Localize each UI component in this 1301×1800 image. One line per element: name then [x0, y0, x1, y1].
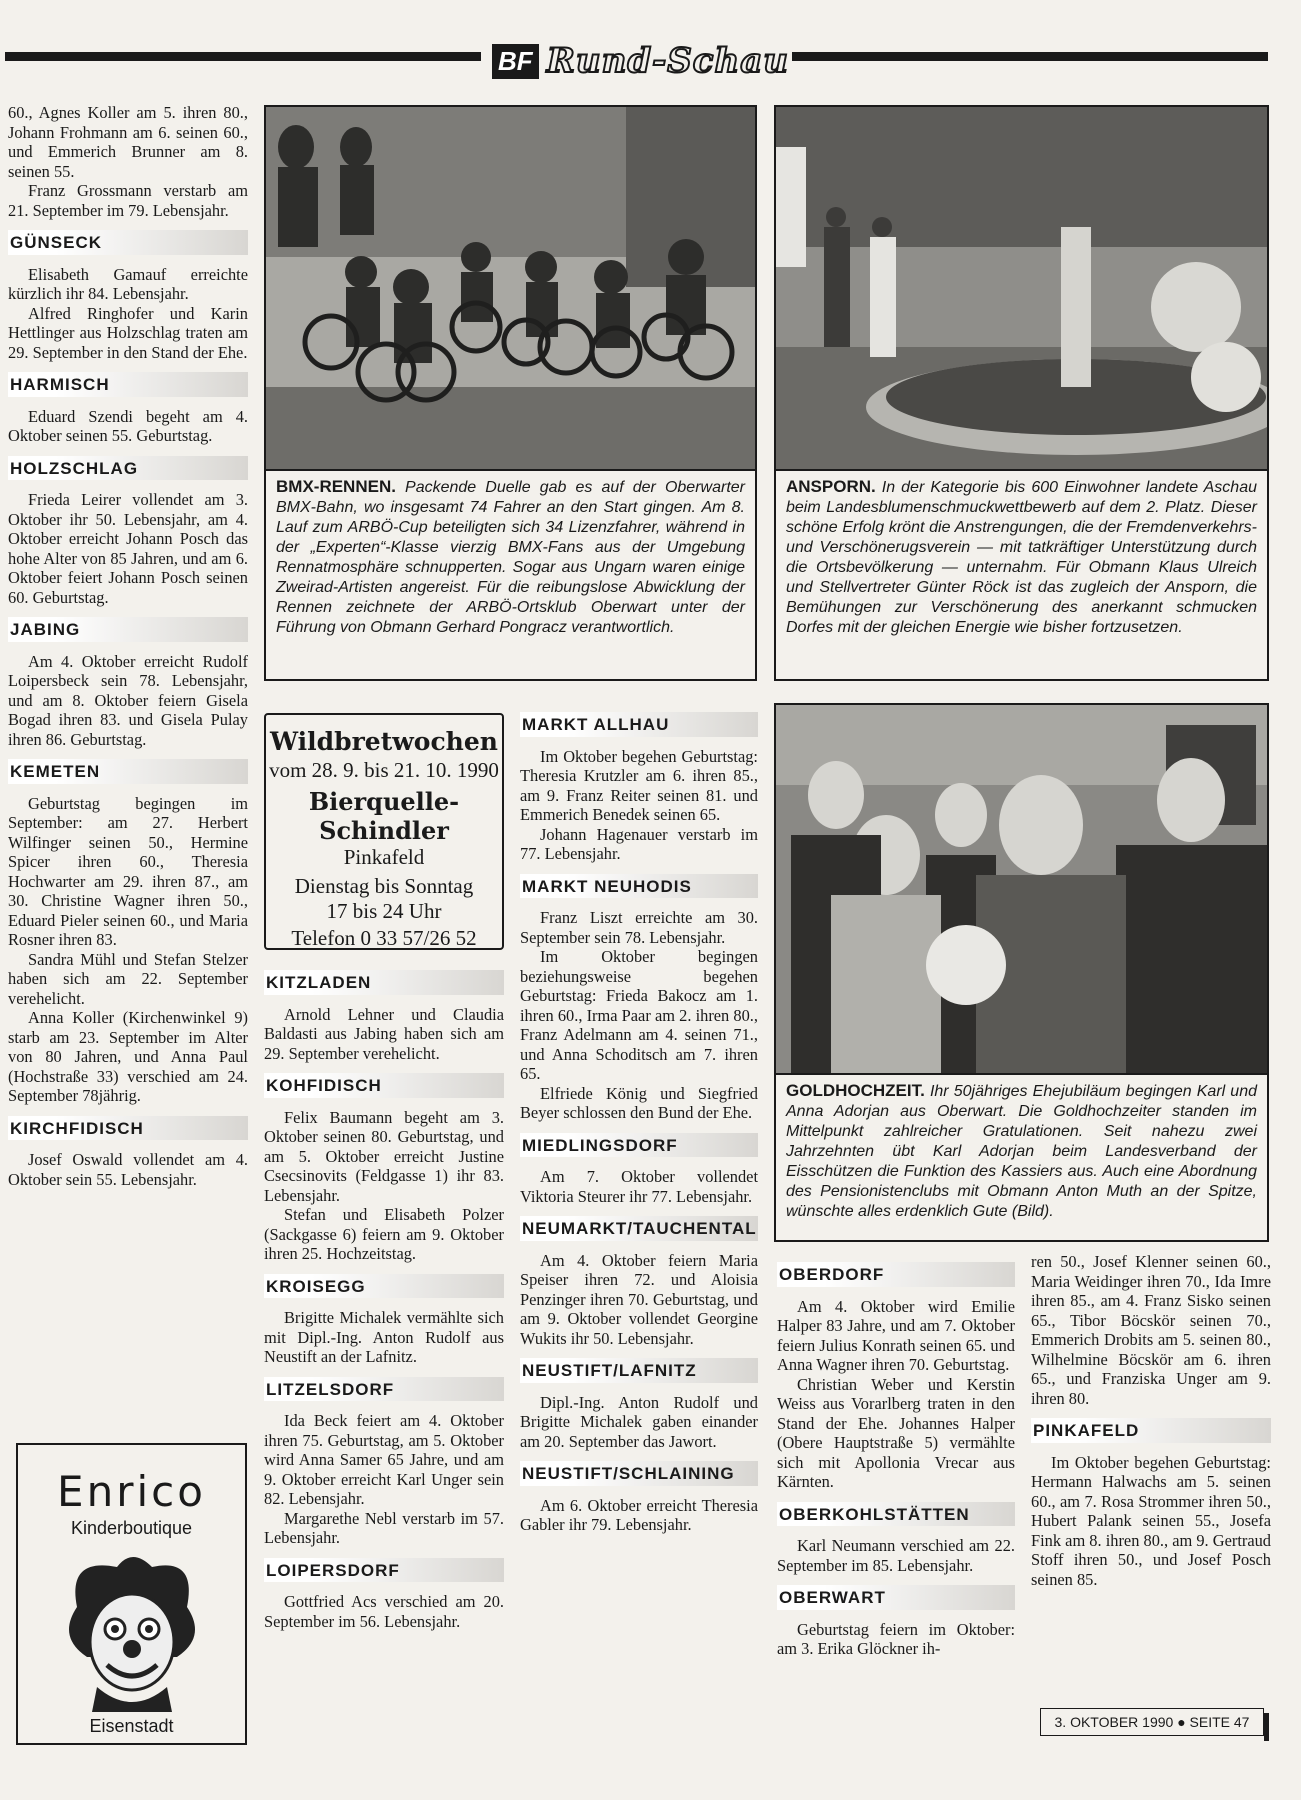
paragraph: Karl Neumann verschied am 22. September im 85. Lebensjahr. [777, 1536, 1015, 1575]
paragraph: Im Oktober begingen beziehungsweise begehen Geburtstag: Frieda Bakocz am 1. ihren 60., Irma Paar am 2. ihren 80., Franz Adelmann am 4. seinen 71., und Anna Schoditsch am 7. ihren 65. [520, 947, 758, 1083]
paragraph: Eduard Szendi begeht am 4. Oktober seinen 55. Geburtstag. [8, 406, 248, 445]
masthead-rule-right [792, 52, 1268, 61]
column-1 [8, 103, 248, 1189]
section-heading: GÜNSECK [8, 230, 248, 255]
paragraph: Alfred Ringhofer und Karin Hettlinger aus Holzschlag traten am 29. September in den Stand der Ehe. [8, 303, 248, 362]
wildbret-ad [264, 713, 504, 950]
column-4 [777, 1252, 1015, 1659]
section-heading: HARMISCH [8, 372, 248, 397]
wildbret-ad-restaurant: Bierquelle-Schindler [308, 787, 460, 845]
section-heading: NEUSTIFT/LAFNITZ [520, 1358, 758, 1383]
section-heading: PINKAFELD [1031, 1418, 1271, 1443]
section-heading: KOHFIDISCH [264, 1073, 504, 1098]
paragraph: Am 4. Oktober wird Emilie Halper 83 Jahre, und am 7. Oktober feiern Julius Konrath seinen 65. und Anna Wagner ihren 70. Geburtstag. [777, 1296, 1015, 1374]
paragraph: Im Oktober begehen Geburtstag: Theresia Krutzler am 6. ihren 85., am 9. Franz Reiter seinen 81. und Emmerich Benedek seinen 65. [520, 746, 758, 824]
paragraph: Im Oktober begehen Geburtstag: Hermann Halwachs am 5. seinen 60., am 7. Rosa Strommer ihren 50., Hubert Palank seinen 55., Josefa Fink am 8. ihren 80., am 9. Gertraud Stoff ihren 50., und Josef Posch seinen 85. [1031, 1452, 1271, 1589]
bmx-caption-title: BMX-RENNEN. [276, 477, 396, 496]
ansporn-photo [774, 105, 1269, 471]
paragraph: Anna Koller (Kirchenwinkel 9) starb am 23. September im Alter von 80 Jahren, und Anna Paul (Hochstraße 33) verschied am 24. September 78jährig. [8, 1008, 248, 1105]
section-heading: LOIPERSDORF [264, 1558, 504, 1583]
couple-photo-image [776, 705, 1269, 1075]
paragraph: Elfriede König und Siegfried Beyer schlossen den Bund der Ehe. [520, 1083, 758, 1122]
wildbret-ad-title: Wildbretwochen [270, 727, 498, 756]
paragraph: Stefan und Elisabeth Polzer (Sackgasse 6) feiern am 9. Oktober ihren 25. Hochzeitstag. [264, 1205, 504, 1263]
section-heading: OBERKOHLSTÄTTEN [777, 1502, 1015, 1527]
column-3 [520, 702, 758, 1535]
goldhochzeit-caption [774, 1075, 1269, 1242]
paragraph: Johann Hagenauer verstarb im 77. Lebensjahr. [520, 824, 758, 863]
section-heading: OBERWART [777, 1585, 1015, 1610]
section-heading: KIRCHFIDISCH [8, 1116, 248, 1141]
paragraph: Brigitte Michalek vermählte sich mit Dipl.-Ing. Anton Rudolf aus Neustift an der Lafnitz. [264, 1308, 504, 1366]
ansporn-caption [774, 471, 1269, 681]
section-heading: NEUSTIFT/SCHLAINING [520, 1461, 758, 1486]
ansporn-caption-title: ANSPORN. [786, 477, 876, 496]
section-heading: MARKT NEUHODIS [520, 874, 758, 899]
paragraph: Geburtstag feiern im Oktober: am 3. Erika Glöckner ih- [777, 1619, 1015, 1658]
paragraph: Josef Oswald vollendet am 4. Oktober sein 55. Lebensjahr. [8, 1150, 248, 1189]
section-heading: OBERDORF [777, 1262, 1015, 1287]
paragraph: Ida Beck feiert am 4. Oktober ihren 75. Geburtstag, am 5. Oktober wird Anna Samer 65 Jahre, und am 9. Oktober erreicht Karl Unger sein 82. Lebensjahr. [264, 1411, 504, 1508]
enrico-logo: Enrico [57, 1467, 206, 1516]
paragraph: Geburtstag begingen im September: am 27. Herbert Wilfinger seinen 50., Hermine Spicer ihren 60., Theresia Hochwarter am 29. ihren 87., am 30. Christine Wagner ihren 50., Eduard Pieler seinen 60., und Maria Rosner ihren 83. [8, 793, 248, 949]
goldhochzeit-caption-text: Ihr 50jähriges Ehejubiläum begingen Karl und Anna Adorjan aus Oberwart. Die Goldhochzeiter standen im Mittelpunkt zahlreicher Gratulationen. Seit nahezu zwei Jahrzehnten übt Karl Adorjan beim Landesverband der Eisschützen die Funktion des Kassiers aus. Auch eine Abordnung des Pensionistenclubs mit Obmann Anton Muth an der Spitze, wünschte alles erdenklich Gute (Bild). [786, 1083, 1257, 1220]
wildbret-ad-hours: 17 bis 24 Uhr [326, 899, 442, 923]
fountain-photo-image [776, 107, 1269, 471]
section-heading: NEUMARKT/TAUCHENTAL [520, 1216, 758, 1241]
paragraph: Am 7. Oktober vollendet Viktoria Steurer ihr 77. Lebensjahr. [520, 1167, 758, 1206]
page-date: 3. OKTOBER 1990 ● SEITE 47 [1040, 1708, 1264, 1736]
wildbret-ad-town: Pinkafeld [343, 845, 425, 869]
section-heading: KITZLADEN [264, 970, 504, 995]
masthead-title: Rund-Schau [546, 41, 789, 81]
paragraph: Sandra Mühl und Stefan Stelzer haben sich am 22. September verehelicht. [8, 949, 248, 1008]
goldhochzeit-photo [774, 703, 1269, 1075]
bmx-caption-text: Packende Duelle gab es auf der Oberwarter BMX-Bahn, wo insgesamt 74 Fahrer an den Start gingen. Am 8. Lauf zum ARBÖ-Cup beteiligten sich 34 Lizenzfahrer, während in der „Experten“-Klasse vierzig BMX-Fans aus der Umgebung Rennatmosphäre schnupperten. Sogar aus Ungarn waren einige Zweirad-Artisten angereist. Für die reibungslose Abwicklung der Rennen zeichnete der ARBÖ-Ortsklub Oberwart unter der Führung von Obmann Gerhard Pongracz verantwortlich. [276, 479, 745, 636]
enrico-subtitle: Kinderboutique [70, 1518, 193, 1538]
paragraph: 60., Agnes Koller am 5. ihren 80., Johann Frohmann am 6. seinen 60., und Emmerich Brunner am 8. seinen 55. [8, 103, 248, 181]
paragraph: Arnold Lehner und Claudia Baldasti aus Jabing haben sich am 29. September verehelicht. [264, 1004, 504, 1063]
bmx-caption [264, 471, 757, 681]
section-heading: MARKT ALLHAU [520, 712, 758, 737]
column-2 [264, 960, 504, 1631]
paragraph: Elisabeth Gamauf erreichte kürzlich ihr 84. Lebensjahr. [8, 264, 248, 303]
column-5 [1031, 1252, 1271, 1589]
paragraph: Dipl.-Ing. Anton Rudolf und Brigitte Michalek gaben einander am 20. September das Jawort. [520, 1392, 758, 1451]
wildbret-ad-days: Dienstag bis Sonntag [294, 874, 474, 898]
paragraph: Franz Liszt erreichte am 30. September sein 78. Lebensjahr. [520, 908, 758, 947]
paragraph: Gottfried Acs verschied am 20. September im 56. Lebensjahr. [264, 1592, 504, 1631]
section-heading: MIEDLINGSDORF [520, 1133, 758, 1158]
paragraph: ren 50., Josef Klenner seinen 60., Maria Weidinger ihren 70., Ida Imre ihren 85., am 4. Franz Sisko seinen 65., Tibor Böcskör seinen 70., Emmerich Drobits am 5. seinen 80., Wilhelmine Böcskör am 6. ihren 65., und Franziska Unger am 9. ihren 80. [1031, 1252, 1271, 1408]
ansporn-caption-text: In der Kategorie bis 600 Einwohner landete Aschau beim Landesblumenschmuckwettbewerb auf dem 2. Platz. Dieser schöne Erfolg krönt die Anstrengungen, die der Fremdenverkehrs- und Verschönerugsverein — mit tatkräftiger Unterstützung durch die Ortsbevölkerung — unternahm. Für Obmann Klaus Ulreich und Stellvertreter Günter Röck ist das zugleich der Ansporn, die Bemühungen zur Verschönerung des anerkannt schmucken Dorfes mit der gleichen Energie wie bisher fortzusetzen. [786, 479, 1258, 636]
paragraph: Franz Grossmann verstarb am 21. September im 79. Lebensjahr. [8, 181, 248, 220]
bmx-photo [264, 105, 757, 471]
enrico-ad [16, 1443, 247, 1745]
section-heading: HOLZSCHLAG [8, 456, 248, 481]
section-heading: KEMETEN [8, 759, 248, 784]
masthead-logo: BF [492, 44, 539, 79]
paragraph: Am 6. Oktober erreicht Theresia Gabler ihr 79. Lebensjahr. [520, 1495, 758, 1534]
section-heading: KROISEGG [264, 1274, 504, 1299]
wildbret-ad-dates: vom 28. 9. bis 21. 10. 1990 [269, 758, 499, 782]
section-heading: JABING [8, 617, 248, 642]
bmx-photo-image [266, 107, 757, 471]
enrico-city: Eisenstadt [89, 1716, 174, 1736]
wildbret-ad-phone: Telefon 0 33 57/26 52 [291, 926, 477, 950]
paragraph: Christian Weber und Kerstin Weiss aus Vorarlberg traten in den Stand der Ehe. Johannes Halper (Obere Hauptstraße 5) vermählte sich mit Apollonia Vrecar aus Kärnten. [777, 1374, 1015, 1491]
section-heading: LITZELSDORF [264, 1377, 504, 1402]
clown-illustration [57, 1547, 207, 1717]
paragraph: Am 4. Oktober erreicht Rudolf Loipersbeck sein 78. Lebensjahr, und am 8. Oktober feiern Gisela Bogad ihren 83. und Gisela Pulay ihren 86. Geburtstag. [8, 651, 248, 749]
paragraph: Am 4. Oktober feiern Maria Speiser ihren 72. und Aloisia Penzinger ihren 70. Geburtstag, und am 9. Oktober vollendet Georgine Wukits ihr 50. Lebensjahr. [520, 1250, 758, 1348]
goldhochzeit-caption-title: GOLDHOCHZEIT. [786, 1081, 925, 1100]
paragraph: Margarethe Nebl verstarb im 57. Lebensjahr. [264, 1508, 504, 1547]
paragraph: Felix Baumann begeht am 3. Oktober seinen 80. Geburtstag, und am 5. Oktober erreicht Justine Csecsinovits (Feldgasse 1) ihr 83. Lebensjahr. [264, 1107, 504, 1205]
paragraph: Frieda Leirer vollendet am 3. Oktober ihr 50. Lebensjahr, am 4. Oktober erreicht Johann Posch das hohe Alter von 85 Jahren, und am 6. Oktober feiert Johann Posch seinen 60. Geburtstag. [8, 490, 248, 607]
masthead-rule-left [5, 52, 481, 61]
masthead [492, 40, 792, 82]
